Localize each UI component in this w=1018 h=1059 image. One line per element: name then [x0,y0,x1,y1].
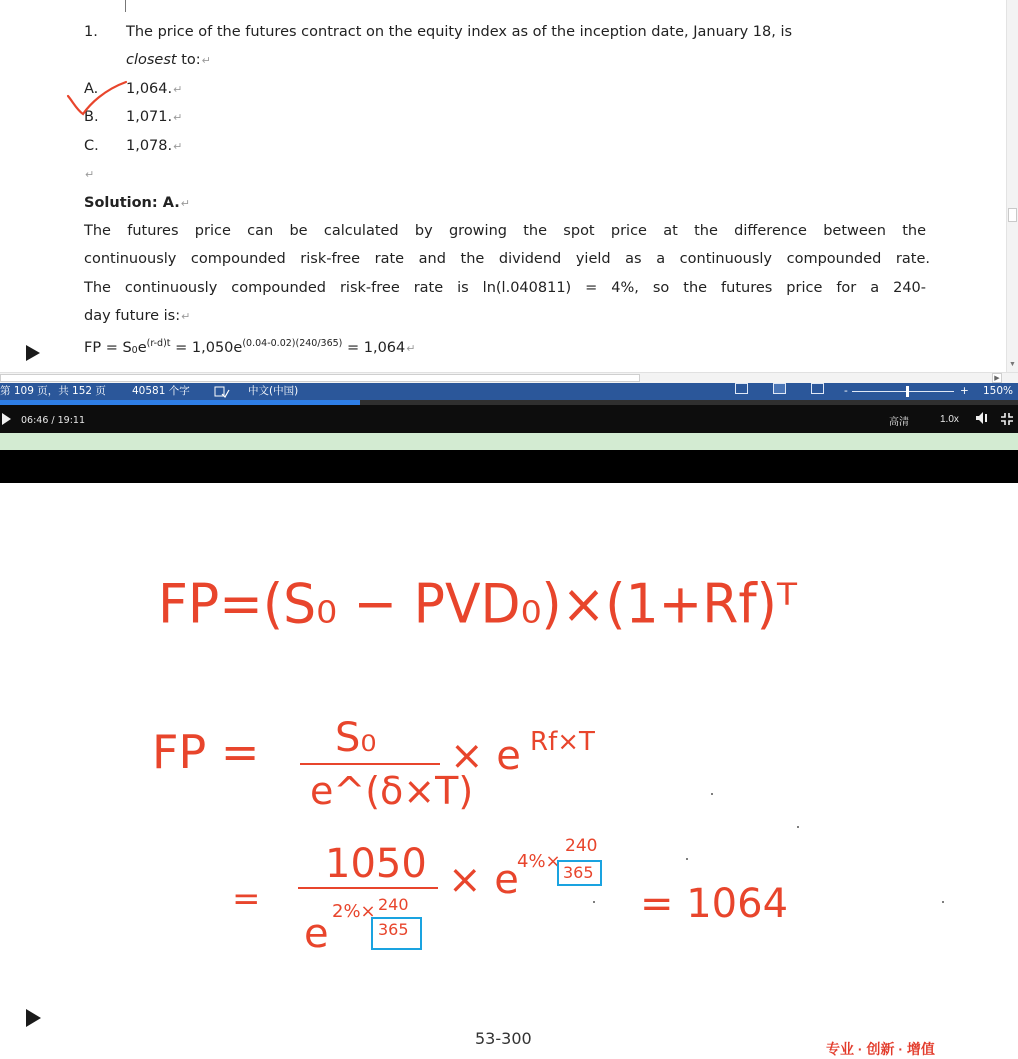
paragraph-mark: ↵ [173,83,183,96]
handwritten-365-b: 365 [563,863,594,882]
handwritten-240-b: 240 [565,836,598,856]
handwritten-result: = 1064 [640,881,789,927]
option-c-value [126,138,182,154]
option-c-letter: C. [84,138,99,154]
web-layout-icon[interactable] [811,383,824,394]
vertical-scrollbar[interactable] [1006,0,1018,372]
paragraph-mark: ↵ [406,342,416,355]
solution-line-4 [84,308,190,324]
zoom-slider[interactable] [852,391,954,392]
handwritten-1050: 1050 [325,841,427,887]
handwritten-denominator: e^(δ×T) [310,769,474,813]
zoom-slider-knob[interactable] [906,386,909,397]
solution-line-1: The futures price can be calculated by growing the spot price at the difference between the [84,223,926,239]
zoom-in-button[interactable]: + [960,385,969,397]
handwritten-times-e-2: × e [448,857,519,903]
paragraph-mark: ↵ [181,310,191,323]
handwritten-365-a: 365 [378,920,409,939]
board-play-button[interactable] [26,1009,41,1027]
stray-dot [711,793,713,795]
scroll-right-icon[interactable]: ▶ [992,373,1002,383]
option-a-letter: A. [84,81,99,97]
print-layout-icon[interactable] [773,383,786,394]
handwritten-exp-4pct: 4%× [517,851,561,872]
question-rest: to: [176,52,201,68]
page-indicator[interactable]: 第 109 页，共 152 页 [0,385,106,397]
horizontal-scrollbar[interactable] [0,372,1018,383]
solution-heading [84,195,190,211]
solution-heading-text: Solution: A. [84,195,180,211]
speed-button[interactable]: 1.0x [940,414,959,425]
fraction-bar [300,763,440,765]
formula-exp-2: (0.04-0.02)(240/365) [242,338,343,349]
handwritten-den-e: e [304,911,329,957]
stray-dot [593,901,595,903]
formula-exp-1: (r-d)t [146,338,171,349]
video-progress-fill [0,400,360,405]
word-status-bar [0,383,1018,400]
paragraph-mark: ↵ [201,54,211,67]
handwritten-den-exp: 2%× [332,901,376,922]
stray-dot [797,826,799,828]
question-line-2 [126,52,211,68]
fraction-bar [298,887,438,889]
video-progress-bar[interactable] [0,400,1018,405]
handwritten-240-a: 240 [378,895,409,914]
option-a-text: 1,064. [126,81,173,97]
formula-line [84,338,415,356]
handwritten-formula-1: FP=(S₀ − PVD₀)×(1+Rf)ᵀ [158,573,797,636]
paragraph-mark: ↵ [173,111,183,124]
question-line-1: The price of the futures contract on the equity index as of the inception date, January 18, is [126,24,793,40]
paragraph-mark: ↵ [85,168,95,181]
formula-rhs: = 1,064 [342,340,406,356]
divider-strip [0,433,1018,450]
solution-line-4-text: day future is: [84,308,181,324]
paragraph-mark: ↵ [180,197,190,210]
quality-button[interactable]: 高清 [889,417,909,428]
stray-dot [686,858,688,860]
document-page [0,0,1018,383]
playback-time: 06:46 / 19:11 [21,415,85,426]
handwritten-times-e: × e [450,733,521,779]
option-b-letter: B. [84,109,99,125]
whiteboard [0,483,1018,1057]
stray-dot [942,901,944,903]
solution-line-3: The continuously compounded risk-free rate is ln(l.040811) = 4%, so the futures price for a 240- [84,280,926,296]
question-number: 1. [84,24,98,40]
paragraph-mark: ↵ [173,140,183,153]
option-b-text: 1,071. [126,109,173,125]
formula-lhs: FP = S [84,340,132,356]
page-number: 53-300 [475,1029,532,1048]
scroll-down-icon[interactable]: ▼ [1009,361,1016,368]
volume-icon[interactable] [975,411,991,425]
video-control-bar [0,400,1018,433]
option-c-text: 1,078. [126,138,173,154]
fullscreen-icon[interactable] [1000,412,1014,426]
zoom-out-button[interactable]: - [844,385,848,397]
black-band [0,450,1018,483]
vertical-scroll-thumb[interactable] [1008,208,1017,222]
handwritten-equals: = [232,879,261,919]
solution-line-2: continuously compounded risk-free rate and the dividend yield as a continuously compounded rate. [84,251,930,267]
handwritten-exponent: Rf×T [530,727,595,757]
question-italic: closest [126,52,177,68]
zoom-level[interactable]: 150% [983,385,1014,397]
language-indicator[interactable]: 中文(中国) [248,385,299,397]
text-cursor [125,0,126,12]
horizontal-scroll-thumb[interactable] [0,374,640,382]
empty-paragraph [84,166,94,182]
formula-s-sub: 0 [131,345,138,356]
option-b-value [126,109,182,125]
formula-mid: = 1,050e [170,340,243,356]
handwritten-fp-label: FP = [152,725,260,779]
read-mode-icon[interactable] [735,383,748,394]
formula-e: e [137,340,147,356]
play-icon[interactable] [25,344,41,362]
brand-slogan: 专业 · 创新 · 增值 [826,1041,935,1057]
checkmark-icon [64,80,134,120]
play-button[interactable] [2,413,11,425]
option-a-value [126,81,182,97]
handwritten-numerator: S₀ [335,715,377,761]
word-count[interactable]: 40581 个字 [132,385,190,397]
